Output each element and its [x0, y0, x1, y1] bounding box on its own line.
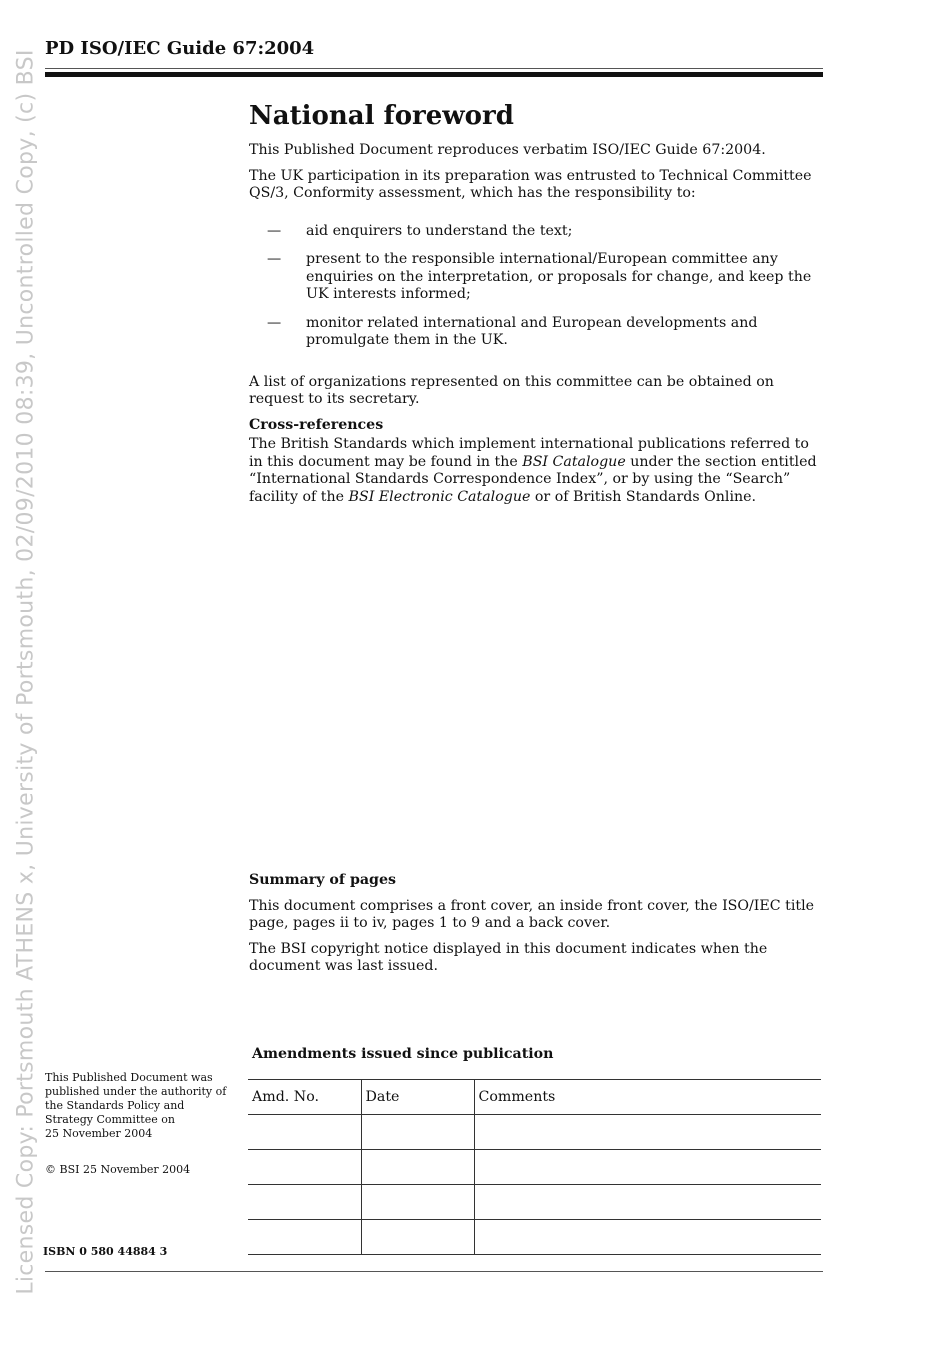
responsibility-text: monitor related international and European developments and promulgate them in the UK.: [306, 314, 758, 348]
committee-list-note: A list of organizations represented on this committee can be obtained on request to its secretary.: [249, 373, 774, 407]
amendments-title: Amendments issued since publication: [252, 1046, 554, 1062]
table-cell: [361, 1115, 474, 1150]
publication-authority-note: [45, 1071, 230, 1141]
bsi-catalogue-ref: BSI Catalogue: [522, 453, 626, 470]
column-header-date: Date: [361, 1080, 474, 1115]
bsi-copyright: © BSI 25 November 2004: [45, 1163, 191, 1176]
dash-marker: —: [267, 251, 282, 267]
summary-pages-text: This document comprises a front cover, an inside front cover, the ISO/IEC title page, pages ii to iv, pages 1 to 9 and a back cover.: [249, 897, 815, 931]
cross-ref-part3: or of British Standards Online.: [530, 488, 757, 505]
list-item: [249, 315, 824, 350]
table-row: [248, 1115, 821, 1150]
table-cell: [474, 1220, 821, 1255]
table-cell: [248, 1185, 361, 1220]
cross-ref-part2: under the section entitled “International Standards Correspondence Index”, or by using the “Search” facility of the: [249, 453, 817, 505]
table-cell: [248, 1115, 361, 1150]
table-cell: [248, 1220, 361, 1255]
table-cell: [361, 1220, 474, 1255]
national-foreword-section: [249, 100, 824, 514]
table-cell: [474, 1150, 821, 1185]
bsi-electronic-catalogue-ref: BSI Electronic Catalogue: [348, 488, 531, 505]
list-item: [249, 251, 824, 304]
isbn-number: ISBN 0 580 44884 3: [43, 1245, 168, 1258]
header-rule-thick: [45, 72, 823, 77]
foreword-participation: The UK participation in its preparation was entrusted to Technical Committee QS/3, Conformity assessment, which has the responsibility to:: [249, 167, 812, 201]
table-cell: [248, 1150, 361, 1185]
dash-marker: —: [267, 314, 282, 331]
responsibility-text: present to the responsible international/European committee any enquiries on the interpretation, or proposals for change, and keep the UK interests informed;: [306, 251, 812, 302]
summary-heading: Summary of pages: [249, 872, 396, 888]
authority-text: This Published Document was published under the authority of the Standards Policy and Strategy Committee on: [45, 1071, 227, 1126]
table-header-row: [248, 1080, 821, 1115]
table-cell: [474, 1185, 821, 1220]
responsibility-text: aid enquirers to understand the text;: [306, 222, 573, 239]
header-rule-thin: [45, 68, 823, 69]
amendments-table: [248, 1079, 821, 1255]
table-cell: [361, 1150, 474, 1185]
table-cell: [474, 1115, 821, 1150]
table-row: [248, 1150, 821, 1185]
list-item: [249, 223, 824, 241]
cross-ref-part1: The British Standards which implement international publications referred to in this document may be found in the: [249, 436, 809, 470]
cross-references-text: [249, 436, 824, 506]
dash-marker: —: [267, 222, 282, 239]
table-cell: [361, 1185, 474, 1220]
summary-copyright-text: The BSI copyright notice displayed in this document indicates when the document was last issued.: [249, 940, 768, 974]
footer-rule: [45, 1271, 823, 1272]
responsibilities-list: [249, 223, 824, 350]
table-row: [248, 1220, 821, 1255]
column-header-comments: Comments: [474, 1080, 821, 1115]
document-id-header: PD ISO/IEC Guide 67:2004: [45, 38, 315, 59]
authority-date: 25 November 2004: [45, 1127, 153, 1140]
summary-of-pages-section: [249, 872, 824, 984]
license-watermark: Licensed Copy: Portsmouth ATHENS x, University of Portsmouth, 02/09/2010 08:39, Uncontrolled Copy, (c) BSI: [13, 49, 39, 1295]
table-row: [248, 1185, 821, 1220]
cross-references-heading: Cross-references: [249, 416, 384, 433]
column-header-amd-no: Amd. No.: [248, 1080, 361, 1115]
foreword-heading: National foreword: [249, 101, 514, 131]
foreword-intro: This Published Document reproduces verbatim ISO/IEC Guide 67:2004.: [249, 142, 766, 158]
